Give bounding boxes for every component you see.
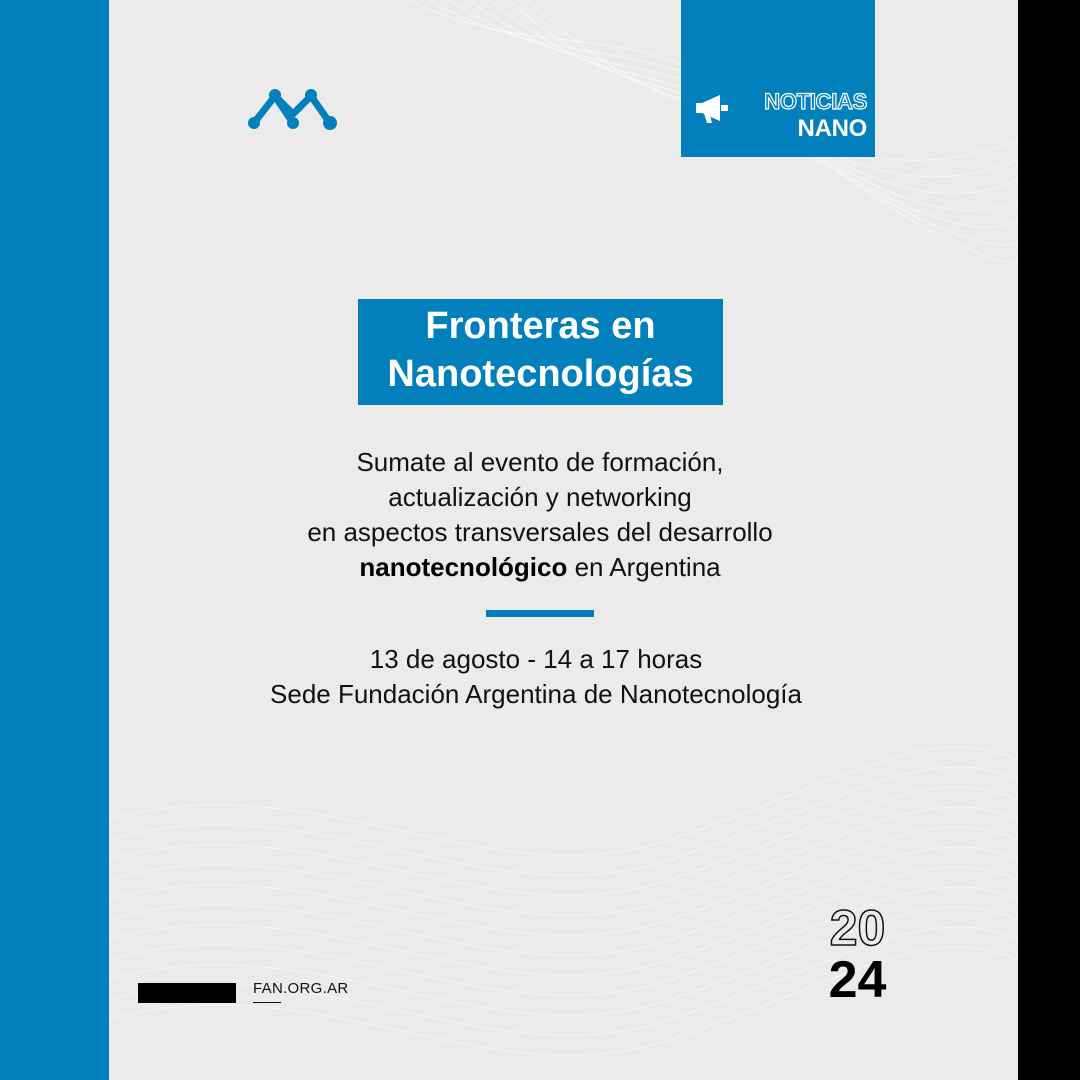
event-title-box <box>358 299 723 405</box>
badge-line-nano: NANO <box>797 115 867 142</box>
description-line-4-rest: en Argentina <box>567 552 721 582</box>
badge-line-noticias: NOTICIAS <box>764 89 867 114</box>
event-title-line-1: Fronteras en <box>425 305 656 347</box>
event-title-line-2: Nanotecnologías <box>387 353 694 395</box>
description-bold-word: nanotecnológico <box>359 552 568 582</box>
footer-black-block <box>138 983 236 1003</box>
event-details <box>186 642 886 712</box>
year-top-outline: 20 <box>829 900 886 956</box>
website-underline <box>253 1002 281 1003</box>
section-divider <box>486 610 594 617</box>
right-border-bar <box>1018 0 1080 1080</box>
noticias-nano-badge <box>681 0 875 157</box>
description-line-3: en aspectos transversales del desarrollo <box>307 517 773 547</box>
left-brand-bar <box>0 0 109 1080</box>
description-line-1: Sumate al evento de formación, <box>356 447 724 477</box>
description-line-4 <box>200 550 880 585</box>
year-bottom-solid: 24 <box>828 951 887 1009</box>
fan-molecule-logo-icon <box>248 86 338 134</box>
event-date: 13 de agosto - 14 a 17 horas <box>369 644 703 674</box>
event-place: Sede Fundación Argentina de Nanotecnología <box>270 679 802 709</box>
megaphone-icon <box>695 93 729 125</box>
event-description <box>200 445 880 585</box>
description-line-2: actualización y networking <box>388 482 692 512</box>
website-link[interactable]: FAN.ORG.AR <box>253 980 349 997</box>
